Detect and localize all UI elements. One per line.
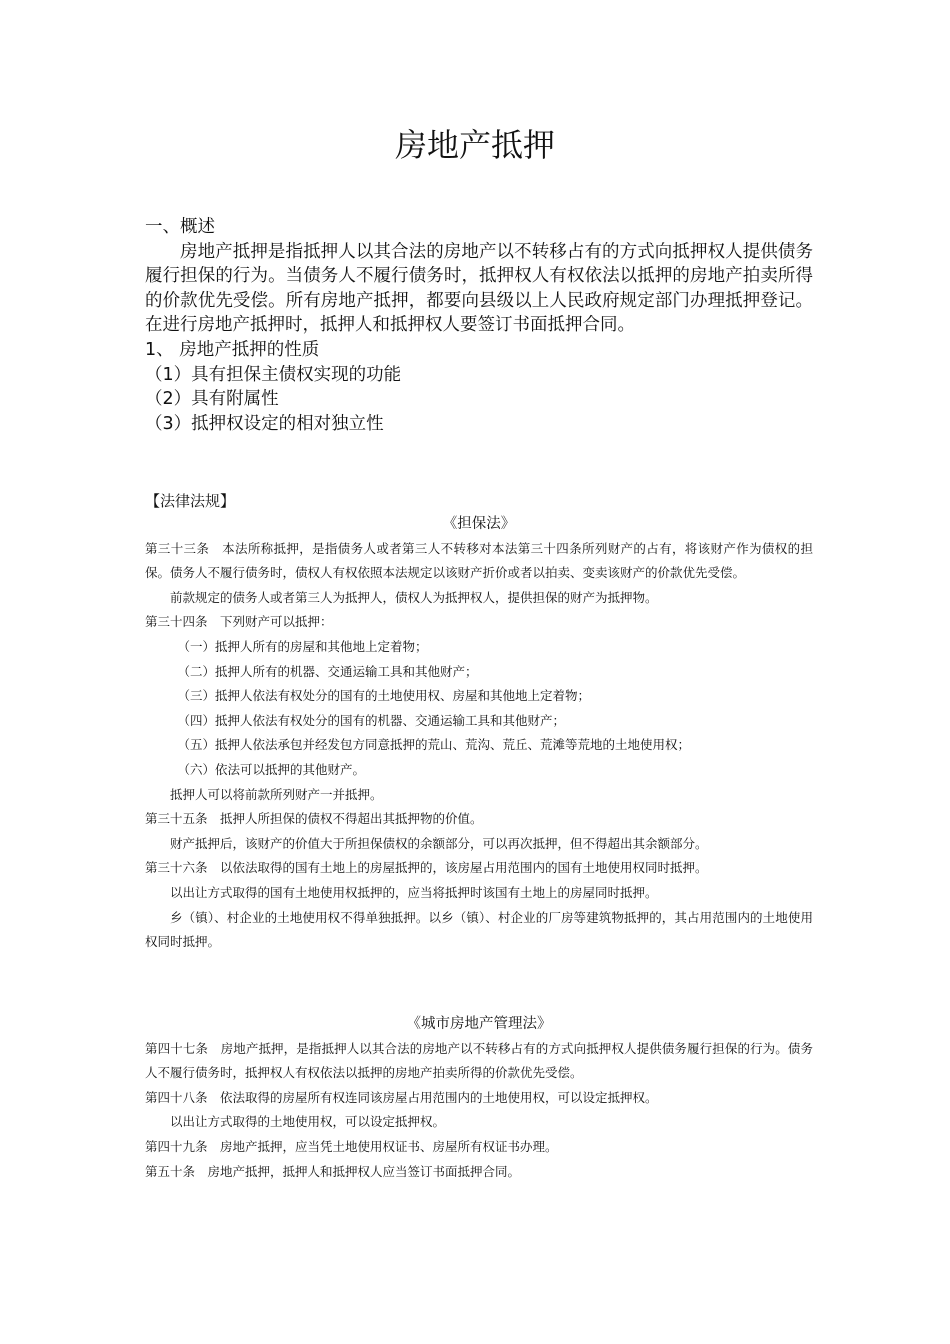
law-title: 《担保法》 xyxy=(442,516,516,532)
list-item: （五）抵押人依法承包并经发包方同意抵押的荒山、荒沟、荒丘、荒滩等荒地的土地使用权； xyxy=(177,737,691,753)
article-paragraph: 以出让方式取得的土地使用权，可以设定抵押权。 xyxy=(170,1114,446,1130)
list-item: （四）抵押人依法有权处分的国有的机器、交通运输工具和其他财产； xyxy=(177,712,566,728)
real-estate-law-section xyxy=(145,1012,813,1184)
article-paragraph: 第四十九条 房地产抵押，应当凭土地使用权证书、房屋所有权证书办理。 xyxy=(145,1138,558,1154)
guarantee-law-section xyxy=(145,512,813,955)
list-item: （二）抵押人所有的机器、交通运输工具和其他财产； xyxy=(177,663,478,679)
nature-item: （2）具有附属性 xyxy=(145,389,279,410)
overview-section xyxy=(145,215,813,436)
nature-item: （1）具有担保主债权实现的功能 xyxy=(145,364,402,385)
nature-item: （3）抵押权设定的相对独立性 xyxy=(145,413,384,434)
article-paragraph: 第三十五条 抵押人所担保的债权不得超出其抵押物的价值。 xyxy=(145,811,483,827)
article-paragraph: 第五十条 房地产抵押，抵押人和抵押权人应当签订书面抵押合同。 xyxy=(145,1163,521,1179)
list-item: （一）抵押人所有的房屋和其他地上定着物； xyxy=(177,638,428,654)
article-paragraph: 第三十四条 下列财产可以抵押： xyxy=(145,614,333,630)
article-paragraph: 抵押人可以将前款所列财产一并抵押。 xyxy=(170,786,383,802)
article-paragraph: 以出让方式取得的国有土地使用权抵押的，应当将抵押时该国有土地上的房屋同时抵押。 xyxy=(170,884,658,900)
laws-heading: 【法律法规】 xyxy=(145,492,236,510)
article-paragraph: 第四十八条 依法取得的房屋所有权连同该房屋占用范围内的土地使用权，可以设定抵押权。 xyxy=(145,1089,658,1105)
list-item: （三）抵押人依法有权处分的国有的土地使用权、房屋和其他地上定着物； xyxy=(177,688,591,704)
section-heading: 一、概述 xyxy=(145,217,215,237)
article-paragraph: 第三十六条 以依法取得的国有土地上的房屋抵押的，该房屋占用范围内的国有土地使用权同时抵押。 xyxy=(145,860,708,876)
document-title: 房地产抵押 xyxy=(394,126,555,165)
article-paragraph: 财产抵押后，该财产的价值大于所担保债权的余额部分，可以再次抵押，但不得超出其余额部分。 xyxy=(170,835,708,851)
article-paragraph: 乡（镇）、村企业的土地使用权不得单独抵押。以乡（镇）、村企业的厂房等建筑物抵押的，其占用范围内的土地使用权同时抵押。 xyxy=(145,909,813,950)
law-title: 《城市房地产管理法》 xyxy=(406,1016,552,1032)
article-paragraph: 第三十三条 本法所称抵押，是指债务人或者第三人不转移对本法第三十四条所列财产的占有，将该财产作为债权的担保。债务人不履行债务时，债权人有权依照本法规定以该财产折价或者以拍卖、变卖该财产的价款优先受偿。 xyxy=(145,540,813,581)
list-item: （六）依法可以抵押的其他财产。 xyxy=(177,761,366,777)
overview-paragraph: 房地产抵押是指抵押人以其合法的房地产以不转移占有的方式向抵押权人提供债务履行担保的行为。当债务人不履行债务时，抵押权人有权依法以抵押的房地产拍卖所得的价款优先受偿。所有房地产抵押，都要向县级以上人民政府规定部门办理抵押登记。在进行房地产抵押时，抵押人和抵押权人要签订书面抵押合同。 xyxy=(145,241,813,336)
subheading: 1、 房地产抵押的性质 xyxy=(145,339,320,360)
article-paragraph: 第四十七条 房地产抵押，是指抵押人以其合法的房地产以不转移占有的方式向抵押权人提供债务履行担保的行为。债务人不履行债务时，抵押权人有权依法以抵押的房地产拍卖所得的价款优先受偿。 xyxy=(145,1040,813,1081)
article-paragraph: 前款规定的债务人或者第三人为抵押人，债权人为抵押权人，提供担保的财产为抵押物。 xyxy=(170,589,658,605)
